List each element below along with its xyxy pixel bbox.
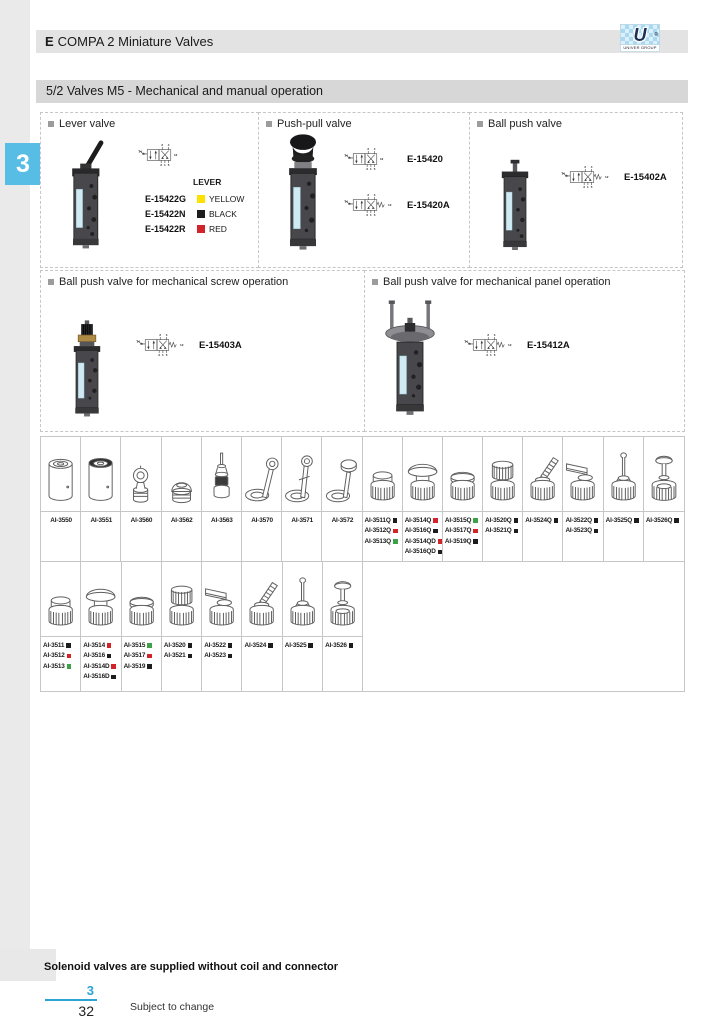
valve-52-schematic [335,147,395,171]
model-row [145,191,244,206]
black-color-swatch [188,654,193,659]
part-code: AI-3560 [130,516,153,524]
ribcap-part-icon [162,562,201,637]
svg-text:1: 1 [490,353,492,357]
part-cell [162,562,202,691]
part-cell [41,437,81,561]
svg-text:12: 12 [508,343,512,348]
model-row [335,147,443,171]
section-lever-valve [40,112,259,268]
toggleang-part-icon [242,562,281,637]
svg-text:12: 12 [605,175,609,180]
svg-text:4: 4 [373,147,376,152]
part-code: AI-3551 [90,516,113,524]
svg-text:14: 14 [561,171,565,176]
part-code: AI-3512 [43,652,65,660]
black-color-swatch [147,664,152,669]
part-code: AI-3522Q [565,516,592,524]
part-label-row [485,526,521,537]
parts-grid-row-2 [40,562,685,692]
part-label-row [204,640,240,651]
toggleang-part-icon [523,437,562,512]
part-code: AI-3563 [211,516,233,524]
green-color-swatch [67,664,72,669]
black-color-swatch [228,654,233,659]
push-pull-spring-schematic-slot [335,193,395,217]
part-code: AI-3524Q [525,516,552,524]
part-code: AI-3517Q [444,527,472,535]
part-label-row [244,515,280,526]
part-code: AI-3514Q [404,516,432,524]
empty-grid-cell [363,562,684,691]
part-code: AI-3520Q [485,516,512,524]
screw-operation-valve-photo [65,315,109,427]
page-header [36,30,688,53]
mushroom-part-icon [81,562,120,637]
part-cell [41,562,81,691]
valve-52-schematic [455,333,515,357]
green-color-swatch [147,643,152,648]
black-color-swatch [197,210,205,218]
black-color-swatch [111,675,116,680]
bullet-icon [48,121,54,127]
model-code: E-15420 [407,153,443,165]
part-label-row [83,651,119,662]
part-label-row [606,515,642,526]
part-cell [162,437,202,561]
part-code: AI-3513 [43,662,65,670]
svg-text:5: 5 [165,353,168,357]
valve-52-schematic [129,143,189,167]
part-code: AI-3571 [291,516,314,524]
svg-text:2: 2 [159,333,162,338]
spring-symbol [497,342,505,347]
part-code: AI-3511Q [364,516,391,524]
svg-text:3: 3 [583,185,585,189]
part-code: AI-3514 [83,641,105,649]
part-code: AI-3522 [204,641,226,649]
logo-mark-icon [620,24,660,45]
part-label-row [123,515,159,526]
svg-text:14: 14 [464,339,468,344]
svg-text:5: 5 [493,353,496,357]
spring-symbol [169,342,177,347]
cyl-part-icon [41,437,80,512]
part-code: AI-3512Q [364,527,392,535]
part-cell [283,562,323,691]
part-cell [403,437,443,561]
svg-text:14: 14 [344,199,348,204]
part-label-row [646,515,683,526]
section-title: Ball push valve for mechanical screw operation [59,276,289,288]
part-code: AI-3513Q [364,537,392,545]
part-code: AI-3516Q [404,527,432,535]
section-title: Ball push valve for mechanical panel operation [383,276,611,288]
part-label-row [43,640,79,651]
part-cell [122,562,162,691]
section-title: Ball push valve [488,118,562,130]
valve-sections-row-1 [40,112,685,268]
part-label-row [405,547,441,558]
black-color-swatch [107,654,112,659]
part-cell [443,437,483,561]
red-color-swatch [197,225,205,233]
svg-text:14: 14 [138,149,142,154]
panel-schematic-slot [455,333,515,357]
part-cell [121,437,161,561]
selector-part-icon [563,437,602,512]
part-cell [81,562,121,691]
part-label-row [164,515,200,526]
svg-text:3: 3 [486,353,488,357]
parts-grid [40,436,685,692]
black-color-swatch [393,518,398,523]
button-part-icon [41,562,80,637]
black-color-swatch [349,643,354,648]
part-label-row [204,651,240,662]
part-label-row [365,536,401,547]
selector-part-icon [202,562,241,637]
svg-text:12: 12 [380,157,384,162]
part-cell [81,437,121,561]
part-code: AI-3550 [50,516,72,524]
part-cell [563,437,603,561]
part-label-row [365,526,401,537]
color-name: YELLOW [209,193,245,204]
screw-schematic-slot [127,333,187,357]
model-row [335,193,450,217]
black-color-swatch [268,643,273,648]
lever-valve-photo [61,137,109,259]
univer-group-logo [620,24,660,52]
svg-text:4: 4 [373,193,376,198]
part-label-row [244,640,280,651]
part-cell [483,437,523,561]
svg-text:5: 5 [373,167,376,171]
lever-valve-schematic-slot [129,143,189,167]
part-label-row [164,651,200,662]
section-title: Lever valve [59,118,116,130]
red-color-swatch [111,664,116,669]
svg-text:1: 1 [370,167,372,171]
button-part-icon [363,437,402,512]
part-label-row [124,661,160,672]
flat-part-icon [443,437,482,512]
valve-52-schematic [335,193,395,217]
section-push-pull-valve [258,112,470,268]
black-color-swatch [438,550,443,555]
part-cell [323,562,363,691]
part-code: AI-3521Q [485,527,512,535]
red-color-swatch [393,529,398,534]
part-label-row [43,661,79,672]
spring-symbol [377,202,385,207]
part-code: AI-3562 [170,516,193,524]
model-code: E-15422R [145,223,186,234]
svg-text:1: 1 [164,163,166,167]
part-cell [604,437,644,561]
ribcap-part-icon [483,437,522,512]
stembtn-part-icon [644,437,684,512]
togglelong-part-icon [604,437,643,512]
svg-text:4: 4 [493,333,496,338]
part-code: AI-3525Q [605,516,633,524]
red-color-swatch [433,518,438,523]
black-color-swatch [594,518,599,523]
logo-caption: UNIVER GROUP [620,45,660,52]
bracket3-part-icon [322,437,361,512]
model-code: E-15422N [145,208,186,219]
part-code: AI-3514QD [404,537,436,545]
part-code: AI-3515 [123,641,146,649]
black-color-swatch [554,518,559,523]
part-code: AI-3523 [204,652,226,660]
valve-52-schematic [552,165,612,189]
part-label-row [83,661,119,672]
model-code: E-15420A [407,199,450,211]
black-color-swatch [514,518,519,523]
section-ball-push-screw [40,270,365,432]
red-color-swatch [147,654,152,659]
logo-letter: U ® [633,25,658,45]
subject-to-change-note: Subject to change [130,1001,215,1013]
red-color-swatch [107,643,112,648]
yellow-color-swatch [197,195,205,203]
part-label-row [324,515,360,526]
model-row [145,206,244,221]
black-color-swatch [634,518,639,523]
part-cell [322,437,362,561]
model-row [145,221,244,236]
ball-push-schematic-slot [552,165,612,189]
black-color-swatch [228,643,233,648]
svg-text:12: 12 [180,343,184,348]
color-name: BLACK [209,208,237,219]
svg-text:2: 2 [367,193,370,198]
parts-grid-row-1 [40,436,685,562]
ball-push-valve-photo [492,151,538,261]
part-code: AI-3524 [244,641,267,649]
svg-text:2: 2 [161,143,164,148]
footer-note: Solenoid valves are supplied without coil and connector [44,961,338,973]
svg-text:1: 1 [162,353,164,357]
part-code: AI-3521 [163,652,186,660]
part-label-row [365,515,401,526]
panel-operation-valve-photo [379,297,441,427]
svg-text:2: 2 [367,147,370,152]
black-color-swatch [514,529,519,534]
model-code: E-15412A [527,339,570,351]
part-label-row [285,640,321,651]
footer-page-number: 32 [78,1003,94,1019]
svg-text:3: 3 [366,167,368,171]
svg-text:5: 5 [590,185,593,189]
svg-text:5: 5 [373,213,376,217]
svg-text:3: 3 [160,163,162,167]
header-prefix: E [45,34,54,49]
svg-text:14: 14 [344,153,348,158]
header-title: COMPA 2 Miniature Valves [57,34,214,49]
svg-text:12: 12 [388,203,392,208]
part-label-row [43,651,79,662]
bullet-icon [372,279,378,285]
part-label-row [204,515,240,526]
lever-color-models [145,191,244,236]
part-code: AI-3514D [83,662,110,670]
part-cell [242,437,282,561]
part-cell [282,437,322,561]
svg-text:5: 5 [167,163,170,167]
model-code: E-15402A [624,171,667,183]
mushroom-part-icon [403,437,442,512]
part-code: AI-3520 [163,641,186,649]
valve-sections-row-2 [40,270,685,432]
svg-text:4: 4 [167,143,170,148]
part-cell [363,437,403,561]
section-title: Push-pull valve [277,118,352,130]
part-code: AI-3519 [123,662,146,670]
part-label-row [525,515,561,526]
part-code: AI-3523Q [565,527,592,535]
color-name: RED [209,223,227,234]
part-label-row [565,526,601,537]
black-color-swatch [66,643,71,648]
part-code: AI-3516 [83,652,105,660]
part-code: AI-3516D [83,673,110,681]
part-label-row [445,515,481,526]
part-label-row [565,515,601,526]
part-cell [523,437,563,561]
part-label-row [445,536,481,547]
cylring-part-icon [81,437,120,512]
part-label-row [83,640,119,651]
section-title-bar: 5/2 Valves M5 - Mechanical and manual operation [36,80,688,103]
part-cell [242,562,282,691]
black-color-swatch [674,518,679,523]
part-code: AI-3515Q [444,516,472,524]
push-pull-schematic-slot [335,147,395,171]
green-color-swatch [473,518,478,523]
model-row [552,165,667,189]
part-code: AI-3519Q [444,537,472,545]
page-number-block [45,984,97,1019]
bullet-icon [477,121,483,127]
part-label-row [83,515,119,526]
bullet-icon [48,279,54,285]
bullet-icon [266,121,272,127]
part-label-row [164,640,200,651]
part-label-row [43,515,79,526]
part-label-row [83,672,119,683]
black-color-swatch [433,529,438,534]
pin-part-icon [202,437,241,512]
part-cell [202,437,242,561]
part-code: AI-3526Q [645,516,673,524]
part-label-row [485,515,521,526]
green-color-swatch [393,539,398,544]
roller-part-icon [121,437,160,512]
black-color-swatch [308,643,313,648]
part-cell [202,562,242,691]
part-label-row [284,515,320,526]
black-color-swatch [594,529,599,534]
part-label-row [445,526,481,537]
part-label-row [124,640,160,651]
svg-text:2: 2 [487,333,490,338]
part-label-row [405,515,441,526]
part-code: AI-3526 [325,641,347,649]
model-row [127,333,242,357]
push-pull-valve-photo [277,129,329,261]
bracket2-part-icon [282,437,321,512]
model-code: E-15422G [145,193,187,204]
part-code: AI-3525 [284,641,307,649]
footer-chapter-number: 3 [45,984,97,1001]
part-label-row [405,526,441,537]
lever-heading: LEVER [193,177,222,187]
red-color-swatch [67,654,72,659]
black-color-swatch [188,643,193,648]
svg-text:4: 4 [165,333,168,338]
part-cell [644,437,684,561]
spring-symbol [594,174,602,179]
model-row [455,333,570,357]
flat-part-icon [122,562,161,637]
svg-text:1: 1 [370,213,372,217]
red-color-swatch [438,539,443,544]
svg-text:1: 1 [587,185,589,189]
svg-text:3: 3 [366,213,368,217]
black-color-swatch [473,539,478,544]
part-label-row [405,536,441,547]
red-color-swatch [473,529,478,534]
part-code: AI-3572 [331,516,354,524]
chapter-tab: 3 [5,143,41,185]
section-ball-push-valve [469,112,683,268]
svg-text:2: 2 [584,165,587,170]
bracket-part-icon [242,437,281,512]
valve-52-schematic [127,333,187,357]
part-code: AI-3517 [123,652,146,660]
part-code: AI-3516QD [404,548,436,556]
stembtn-part-icon [323,562,362,637]
section-ball-push-panel [364,270,685,432]
svg-text:3: 3 [158,353,160,357]
part-code: AI-3570 [251,516,273,524]
svg-text:12: 12 [174,153,178,158]
part-code: AI-3511 [43,641,65,649]
togglelong-part-icon [283,562,322,637]
svg-text:14: 14 [136,339,140,344]
model-code: E-15403A [199,339,242,351]
svg-text:4: 4 [590,165,593,170]
knoblow-part-icon [162,437,201,512]
part-label-row [325,640,361,651]
part-label-row [124,651,160,662]
